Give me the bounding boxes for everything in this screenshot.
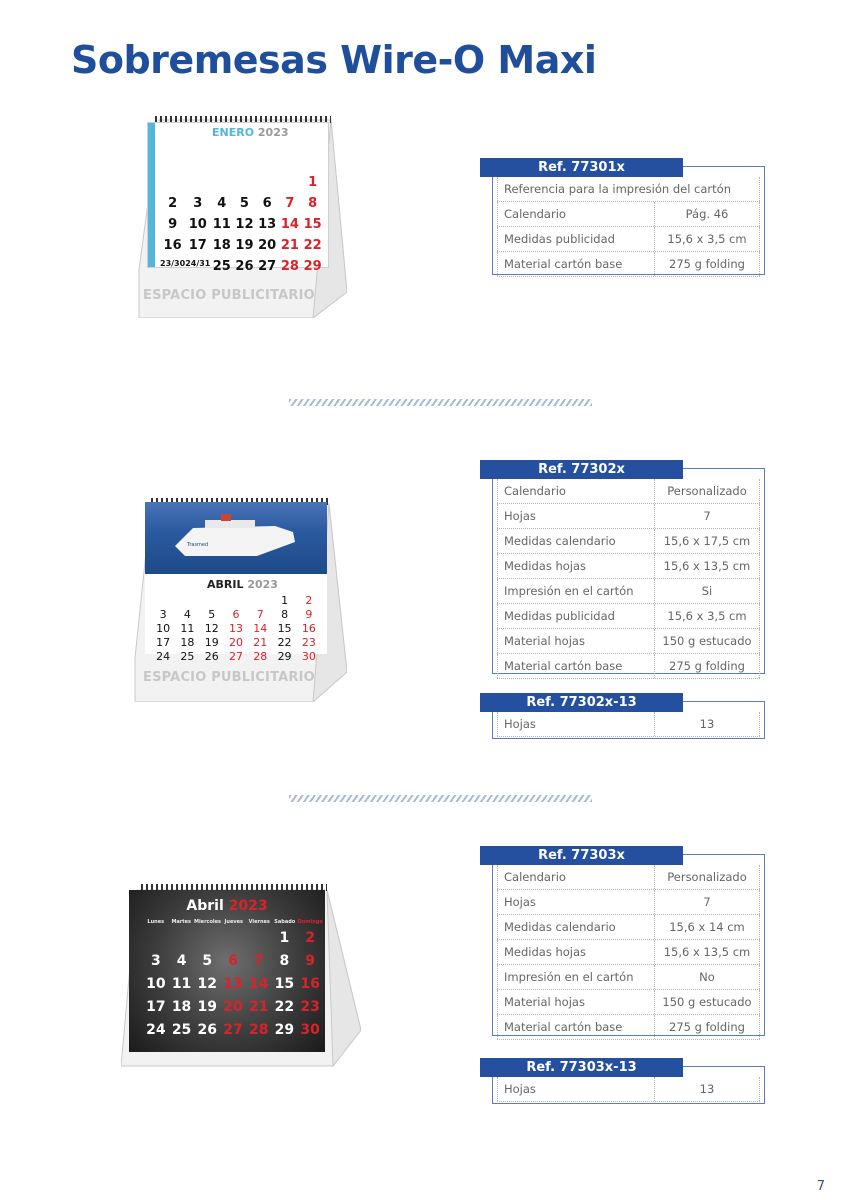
spec-value: 150 g estucado <box>655 990 760 1014</box>
day-cell: 14 <box>280 217 299 232</box>
day-cell <box>246 930 272 946</box>
day-cell: 11 <box>212 217 231 232</box>
day-cell: 17 <box>146 999 166 1015</box>
day-cell: 29 <box>303 259 322 274</box>
day-cell: 27 <box>228 650 243 663</box>
day-cell <box>248 594 272 607</box>
day-cell: 15 <box>274 976 295 992</box>
spec-label: Calendario <box>497 202 655 226</box>
day-cell: 20 <box>228 636 243 649</box>
day-cell: 27 <box>258 259 277 274</box>
calendar-image-77301x <box>133 112 347 318</box>
day-cell: 13 <box>228 622 243 635</box>
spec-row <box>497 865 760 890</box>
day-cell: 12 <box>235 217 254 232</box>
day-cell <box>220 930 246 946</box>
spec-value: Si <box>655 579 760 603</box>
day-cell: 15 <box>277 622 292 635</box>
day-cell: 13 <box>223 976 243 992</box>
day-cell <box>151 594 175 607</box>
day-cell: 16 <box>163 238 182 253</box>
day-cell <box>160 175 185 190</box>
day-cell: 12 <box>204 622 219 635</box>
day-cell: 25 <box>171 1022 192 1038</box>
spec-row <box>497 504 760 529</box>
day-cell: 9 <box>305 608 313 621</box>
day-cell: 2 <box>305 930 315 946</box>
spec-label: Material cartón base <box>497 252 655 276</box>
weekday-label: Miercoles <box>193 919 222 925</box>
day-cell: 9 <box>168 217 178 232</box>
spec-row <box>497 479 760 504</box>
day-cell: 16 <box>300 976 320 992</box>
day-cell: 20 <box>223 999 243 1015</box>
day-cell: 3 <box>159 608 167 621</box>
spec-row <box>497 629 760 654</box>
day-cell: 26 <box>235 259 254 274</box>
weekday-label: Jueves <box>224 919 243 925</box>
ref-tab: Ref. 77301x <box>480 158 683 177</box>
spec-value: 7 <box>655 504 760 528</box>
spec-row <box>497 227 760 252</box>
spec-label: Calendario <box>497 865 655 889</box>
month-title: ABRIL 2023 <box>207 578 278 591</box>
day-cell: 11 <box>180 622 195 635</box>
spec-row <box>497 252 760 277</box>
day-cell: 8 <box>308 196 318 211</box>
day-cell: 23 <box>301 636 316 649</box>
weekday-label: Lunes <box>147 919 165 925</box>
ship-name: Trasmed <box>187 542 209 548</box>
ship-photo <box>145 502 327 574</box>
day-cell: 2 <box>168 196 178 211</box>
day-cell: 15 <box>303 217 322 232</box>
day-cell: 4 <box>183 608 191 621</box>
spec-row <box>497 529 760 554</box>
day-cell: 22 <box>277 636 292 649</box>
spec-label: Material cartón base <box>497 654 655 678</box>
day-cell: 10 <box>146 976 166 992</box>
weekday-label: Domingo <box>297 919 323 925</box>
day-cell: 8 <box>279 953 290 969</box>
spec-value: 275 g folding <box>655 654 760 678</box>
weekday-label: Sabado <box>274 919 296 925</box>
day-cell: 28 <box>248 1022 269 1038</box>
spec-row <box>497 1015 760 1040</box>
day-cell: 14 <box>253 622 268 635</box>
spec-row <box>497 579 760 604</box>
day-cell: 17 <box>156 636 171 649</box>
day-cell: 2 <box>305 594 313 607</box>
day-cell: 26 <box>204 650 219 663</box>
spec-label: Hojas <box>497 1077 655 1101</box>
month-title: ENERO 2023 <box>212 126 289 139</box>
spec-table-77301x <box>480 158 765 275</box>
spec-row <box>497 202 760 227</box>
spec-value: 275 g folding <box>655 1015 760 1039</box>
day-cell: 19 <box>204 636 219 649</box>
spec-row <box>497 890 760 915</box>
day-cell: 13 <box>258 217 277 232</box>
day-cell: 7 <box>253 953 264 969</box>
divider <box>289 795 592 802</box>
spec-value: 275 g folding <box>655 252 760 276</box>
day-cell: 11 <box>171 976 192 992</box>
day-cell: 1 <box>279 930 290 946</box>
spec-value: Personalizado <box>655 479 760 503</box>
day-cell: 9 <box>305 953 315 969</box>
day-cell: 26 <box>197 1022 218 1038</box>
page-number: 7 <box>816 1179 825 1194</box>
spec-row <box>497 177 760 202</box>
day-cell: 6 <box>232 608 240 621</box>
spec-table-77303x <box>480 846 765 1036</box>
spec-value: 13 <box>655 1077 760 1101</box>
day-cell: 24/31 <box>185 259 211 268</box>
ad-space-label: ESPACIO PUBLICITARIO <box>143 670 315 685</box>
day-cell: 25 <box>212 259 231 274</box>
day-cell: 22 <box>303 238 322 253</box>
ref-tab: Ref. 77303x <box>480 846 683 865</box>
page-title: Sobremesas Wire-O Maxi <box>71 38 597 82</box>
spec-label: Medidas hojas <box>497 940 655 964</box>
day-cell: 1 <box>308 175 318 190</box>
day-cell: 3 <box>150 953 161 969</box>
day-cell <box>200 594 224 607</box>
divider <box>289 399 592 406</box>
month-title: Abril 2023 <box>186 898 268 914</box>
spec-value: 15,6 x 3,5 cm <box>655 227 760 251</box>
spec-value: Personalizado <box>655 865 760 889</box>
day-cell: 23/30 <box>160 259 186 268</box>
spec-label: Hojas <box>497 890 655 914</box>
day-cell: 28 <box>280 259 299 274</box>
day-cell: 19 <box>197 999 218 1015</box>
calendar-sheet <box>129 890 325 1052</box>
spec-label: Hojas <box>497 712 655 736</box>
month-grid <box>143 930 323 1038</box>
day-cell <box>175 594 199 607</box>
spec-label: Medidas calendario <box>497 529 655 553</box>
day-cell: 8 <box>281 608 289 621</box>
day-cell <box>185 175 210 190</box>
spec-row <box>497 990 760 1015</box>
day-cell: 18 <box>171 999 192 1015</box>
spec-label: Material hojas <box>497 990 655 1014</box>
day-cell <box>143 930 169 946</box>
day-cell: 30 <box>300 1022 320 1038</box>
spec-label: Medidas publicidad <box>497 604 655 628</box>
day-cell: 5 <box>208 608 216 621</box>
ref-tab: Ref. 77302x-13 <box>480 693 683 712</box>
day-cell: 1 <box>281 594 289 607</box>
calendar-image-77302x <box>133 496 347 702</box>
day-cell <box>279 175 302 190</box>
day-cell: 6 <box>262 196 272 211</box>
ref-tab: Ref. 77302x <box>480 460 683 479</box>
spec-table-77303x-13 <box>480 1058 765 1104</box>
day-cell <box>256 175 279 190</box>
spec-value: Pág. 46 <box>655 202 760 226</box>
day-cell: 7 <box>256 608 264 621</box>
day-cell: 5 <box>239 196 249 211</box>
ad-space-label: ESPACIO PUBLICITARIO <box>143 288 315 303</box>
spec-value: 15,6 x 13,5 cm <box>655 554 760 578</box>
day-cell: 6 <box>228 953 238 969</box>
month-grid <box>151 594 321 663</box>
spec-value: 15,6 x 3,5 cm <box>655 604 760 628</box>
day-cell: 21 <box>248 999 269 1015</box>
spec-label: Material hojas <box>497 629 655 653</box>
day-cell: 20 <box>258 238 277 253</box>
spec-label: Referencia para la impresión del cartón <box>497 177 760 201</box>
spec-table-77302x-13 <box>480 693 765 739</box>
day-cell: 21 <box>253 636 268 649</box>
calendar-image-77303x <box>121 882 361 1068</box>
month-grid <box>160 175 324 274</box>
spec-label: Medidas hojas <box>497 554 655 578</box>
day-cell <box>194 930 220 946</box>
spec-value: 7 <box>655 890 760 914</box>
day-cell: 22 <box>274 999 295 1015</box>
ref-tab: Ref. 77303x-13 <box>480 1058 683 1077</box>
spec-value: 13 <box>655 712 760 736</box>
spec-value: 150 g estucado <box>655 629 760 653</box>
day-cell: 21 <box>280 238 299 253</box>
spec-table-77302x <box>480 460 765 674</box>
day-cell: 30 <box>301 650 316 663</box>
day-cell: 17 <box>188 238 207 253</box>
day-cell: 19 <box>235 238 254 253</box>
day-cell: 10 <box>156 622 171 635</box>
calendar-sheet <box>147 122 329 274</box>
spec-row <box>497 965 760 990</box>
spec-label: Medidas calendario <box>497 915 655 939</box>
day-cell: 5 <box>202 953 213 969</box>
day-cell: 24 <box>156 650 171 663</box>
spec-row <box>497 1077 760 1102</box>
day-cell: 16 <box>301 622 316 635</box>
spec-value: 15,6 x 17,5 cm <box>655 529 760 553</box>
spec-row <box>497 915 760 940</box>
day-cell: 4 <box>217 196 227 211</box>
spec-label: Impresión en el cartón <box>497 579 655 603</box>
spec-label: Material cartón base <box>497 1015 655 1039</box>
day-cell <box>224 594 248 607</box>
spec-row <box>497 604 760 629</box>
day-cell <box>169 930 195 946</box>
spec-label: Impresión en el cartón <box>497 965 655 989</box>
spec-label: Calendario <box>497 479 655 503</box>
spec-row <box>497 712 760 737</box>
day-cell: 27 <box>223 1022 243 1038</box>
spec-value: No <box>655 965 760 989</box>
day-cell: 18 <box>212 238 231 253</box>
day-cell: 24 <box>146 1022 166 1038</box>
spec-value: 15,6 x 13,5 cm <box>655 940 760 964</box>
weekday-label: Viernes <box>248 919 270 925</box>
day-cell: 3 <box>193 196 203 211</box>
spec-value: 15,6 x 14 cm <box>655 915 760 939</box>
weekday-header <box>143 919 323 925</box>
day-cell: 14 <box>248 976 269 992</box>
spec-row <box>497 654 760 679</box>
day-cell: 12 <box>197 976 218 992</box>
day-cell: 25 <box>180 650 195 663</box>
day-cell: 7 <box>285 196 295 211</box>
day-cell: 28 <box>253 650 268 663</box>
day-cell: 29 <box>277 650 292 663</box>
spec-row <box>497 940 760 965</box>
day-cell: 29 <box>274 1022 295 1038</box>
weekday-label: Martes <box>171 919 192 925</box>
spec-label: Medidas publicidad <box>497 227 655 251</box>
day-cell: 23 <box>300 999 320 1015</box>
day-cell <box>233 175 256 190</box>
day-cell <box>210 175 233 190</box>
day-cell: 10 <box>188 217 207 232</box>
spec-row <box>497 554 760 579</box>
day-cell: 4 <box>176 953 187 969</box>
spec-label: Hojas <box>497 504 655 528</box>
day-cell: 18 <box>180 636 195 649</box>
calendar-sheet <box>145 502 327 663</box>
